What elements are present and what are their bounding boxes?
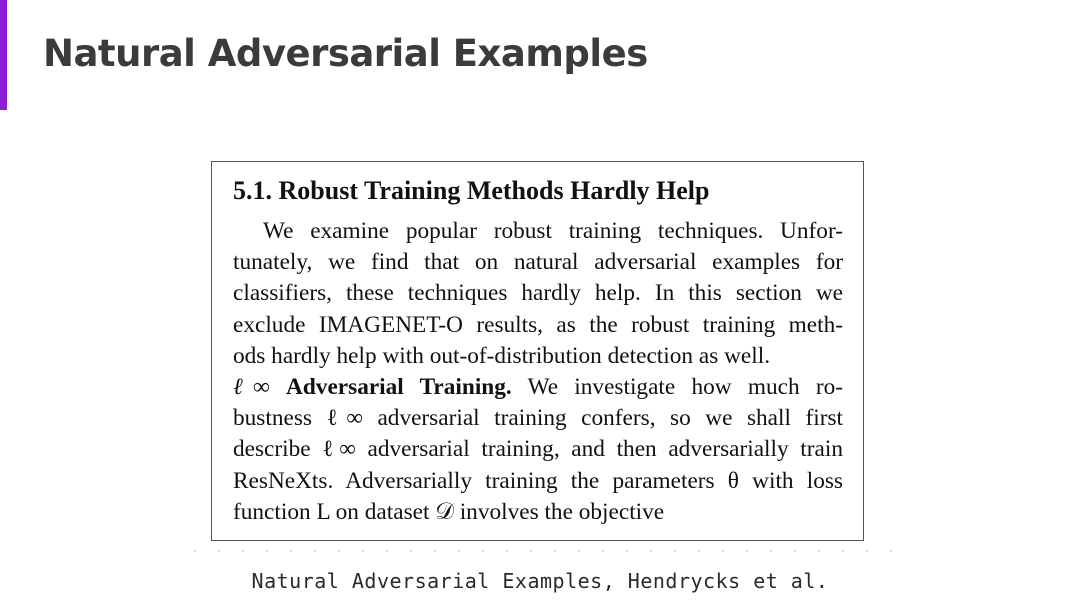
subsection-line: function L on dataset 𝒟 involves the objective bbox=[233, 498, 665, 525]
subsection-line: describe ℓ∞ adversarial training, and then adversarially train bbox=[233, 436, 843, 463]
section-heading: 5.1. Robust Training Methods Hardly Help bbox=[233, 176, 710, 205]
subsection-run-in-title: Adversarial Training. bbox=[286, 374, 512, 401]
paragraph-line: ods hardly help with out-of-distribution detection as well. bbox=[233, 342, 771, 369]
paragraph-line: We examine popular robust training techniques. Unfor- bbox=[263, 218, 843, 244]
subsection-first-line bbox=[233, 372, 843, 403]
paragraph-line: tunately, we find that on natural adversarial examples for bbox=[233, 249, 843, 276]
subsection-line: bustness ℓ∞ adversarial training confers, so we shall first bbox=[233, 405, 843, 432]
source-caption: Natural Adversarial Examples, Hendrycks et al. bbox=[251, 569, 829, 593]
subsection-line-rest: We investigate how much ro- bbox=[527, 374, 844, 401]
subsection-line: ResNeXts. Adversarially training the parameters θ with loss bbox=[233, 467, 843, 494]
paper-excerpt bbox=[211, 161, 864, 541]
divider bbox=[183, 550, 895, 552]
slide-title: Natural Adversarial Examples bbox=[43, 32, 648, 75]
l-infinity-symbol: ℓ∞ bbox=[233, 374, 270, 401]
paragraph-line: exclude IMAGENET-O results, as the robust training meth- bbox=[233, 311, 843, 338]
accent-bar bbox=[0, 0, 7, 110]
paragraph-line: classifiers, these techniques hardly help. In this section we bbox=[233, 280, 843, 307]
